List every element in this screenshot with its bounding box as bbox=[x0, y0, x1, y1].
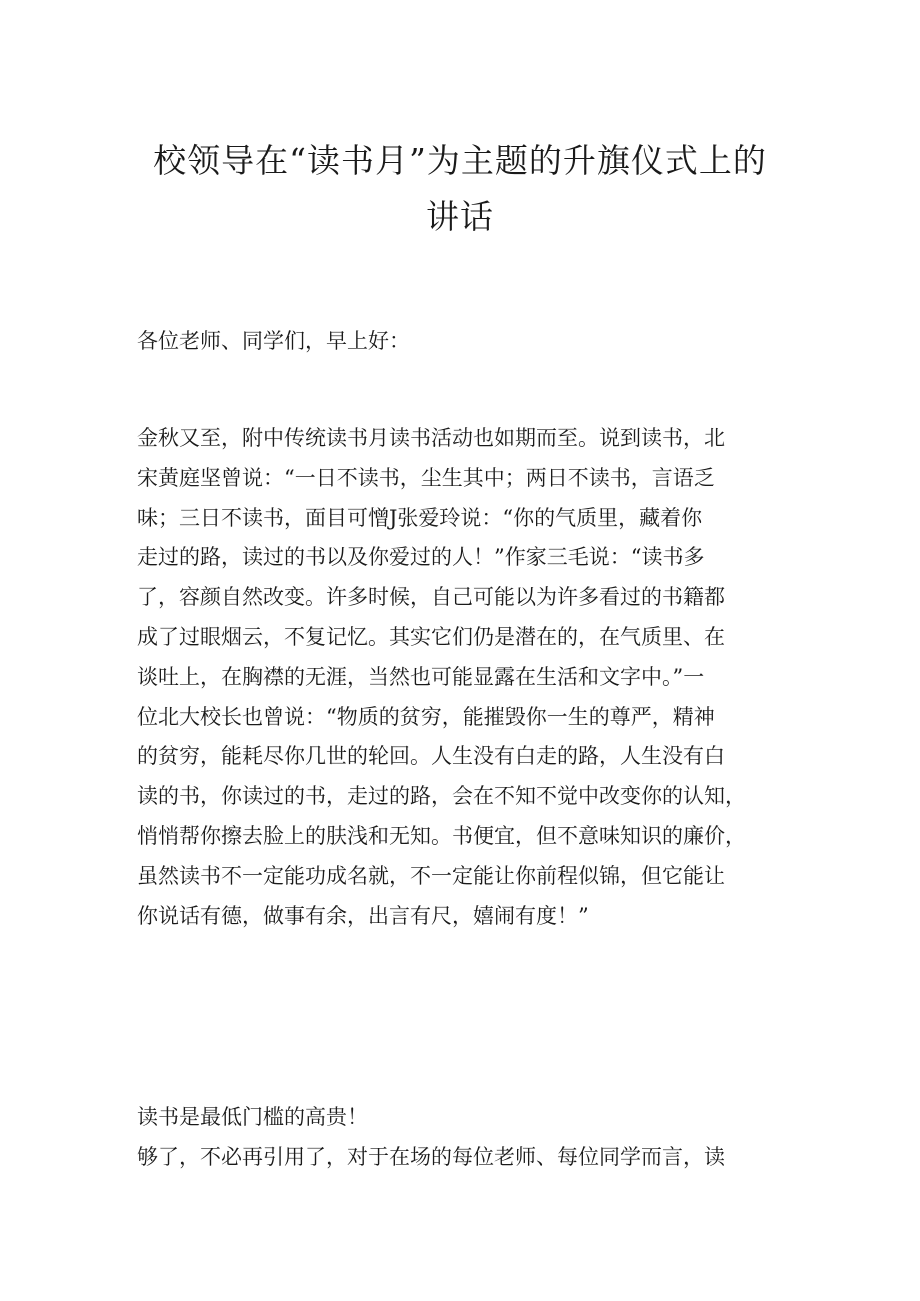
text-line: 你说话有德，做事有余，出言有尺，嬉闹有度！” bbox=[137, 903, 589, 928]
text-line: 味；三日不读书，面目可憎J张爱玲说：“你的气质里，藏着你 bbox=[137, 505, 703, 530]
text-line: 金秋又至，附中传统读书月读书活动也如期而至。说到读书，北 bbox=[137, 426, 725, 450]
text-line: 走过的路，读过的书以及你爱过的人！”作家三毛说：“读书多 bbox=[137, 545, 705, 570]
greeting: 各位老师、同学们，早上好： bbox=[137, 329, 410, 353]
text-line: 读的书，你读过的书，走过的路，会在不知不觉中改变你的认知， bbox=[137, 784, 746, 809]
text-line: 位北大校长也曾说：“物质的贫穷，能摧毁你一生的尊严，精神 bbox=[137, 704, 715, 729]
text-line: 够了，不必再引用了，对于在场的每位老师、每位同学而言，读 bbox=[137, 1144, 725, 1169]
title-line-2: 讲话 bbox=[426, 197, 494, 236]
text-line: 了，容颜自然改变。许多时候，自己可能以为许多看过的书籍都 bbox=[137, 585, 725, 610]
text-line: 成了过眼烟云，不复记忆。其实它们仍是潜在的，在气质里、在 bbox=[137, 624, 725, 649]
document-title bbox=[120, 133, 800, 245]
text-line: 悄悄帮你擦去脸上的肤浅和无知。书便宜，但不意味知识的廉价， bbox=[137, 823, 746, 848]
text-line: 读书是最低门槛的高贵！ bbox=[137, 1105, 368, 1129]
text-line: 谈吐上，在胸襟的无涯，当然也可能显露在生活和文字中。”一 bbox=[137, 664, 705, 689]
paragraph-reading-nobility bbox=[137, 1098, 789, 1178]
text-line: 虽然读书不一定能功成名就，不一定能让你前程似锦，但它能让 bbox=[137, 863, 725, 888]
text-line: 的贫穷，能耗尽你几世的轮回。人生没有白走的路，人生没有白 bbox=[137, 744, 725, 769]
paragraph-reading-quotes bbox=[137, 419, 789, 936]
title-line-1: 校领导在“读书月”为主题的升旗仪式上的 bbox=[153, 141, 767, 180]
text-line: 宋黄庭坚曾说：“一日不读书，尘生其中；两日不读书，言语乏 bbox=[137, 465, 715, 490]
